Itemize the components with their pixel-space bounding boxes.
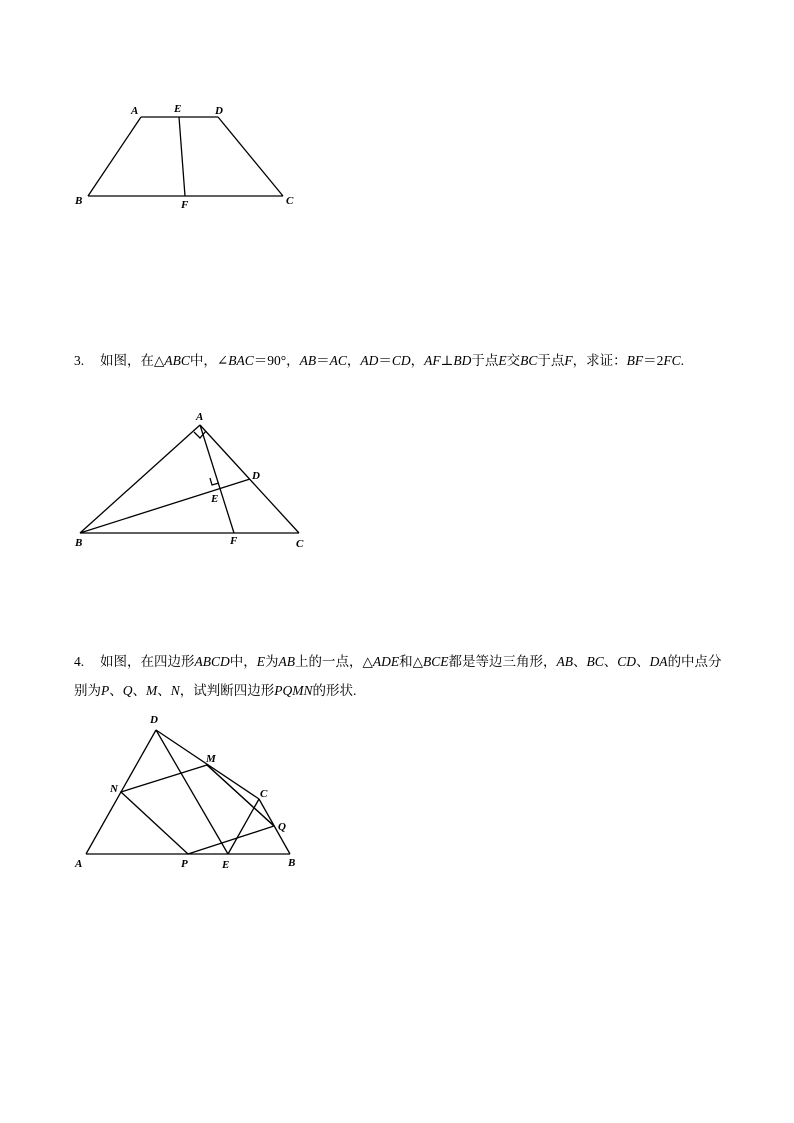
label-D: D [150,714,158,726]
label-C: C [296,538,304,550]
label-F: F [230,535,238,547]
label-A: A [131,105,139,117]
label-P: P [181,858,188,870]
label-E: E [174,103,182,115]
label-F: F [181,199,189,211]
triangle-abc-figure [0,400,794,560]
label-B: B [75,537,83,549]
quadrilateral-pqmn-figure [0,705,794,875]
trapezoid-figure [0,0,794,230]
label-B: B [75,195,83,207]
label-A: A [75,858,83,870]
label-D: D [252,470,260,482]
problem-number: 4. [74,654,85,669]
label-C: C [286,195,294,207]
label-E: E [211,493,219,505]
label-B: B [288,857,296,869]
label-E: E [222,859,230,871]
label-N: N [110,783,118,795]
label-A: A [196,411,204,423]
problem-4-text: 4. 如图，在四边形ABCD中，E为AB上的一点，△ADE和△BCE都是等边三角形，AB、BC、CD、DA的中点分别为P、Q、M、N，试判断四边形PQMN的形状. [74,647,726,705]
label-M: M [206,753,216,765]
problem-number: 3. [74,353,85,368]
label-Q: Q [278,821,286,833]
label-C: C [260,788,268,800]
label-D: D [215,105,223,117]
problem-3-text: 3. 如图，在△ABC中，∠BAC＝90°，AB＝AC，AD＝CD，AF⊥BD于点E交BC于点F，求证：BF＝2FC. [74,346,726,375]
